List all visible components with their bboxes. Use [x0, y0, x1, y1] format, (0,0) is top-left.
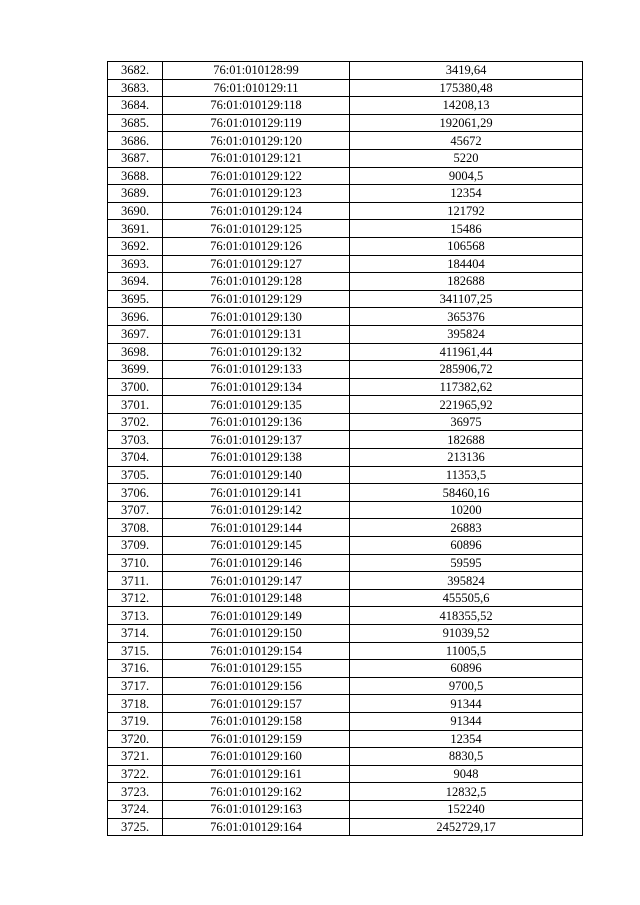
cadastral-number-cell: 76:01:010129:129: [163, 290, 350, 308]
cadastral-number-cell: 76:01:010129:132: [163, 343, 350, 361]
row-number-cell: 3722.: [108, 765, 163, 783]
value-cell: 91344: [350, 695, 583, 713]
table-row: [108, 396, 583, 414]
row-number-cell: 3711.: [108, 572, 163, 590]
value-cell: 26883: [350, 519, 583, 537]
value-cell: 2452729,17: [350, 818, 583, 836]
table-row: [108, 466, 583, 484]
value-cell: 121792: [350, 202, 583, 220]
table-body: [108, 62, 583, 836]
cadastral-number-cell: 76:01:010129:148: [163, 589, 350, 607]
table-row: [108, 325, 583, 343]
row-number-cell: 3709.: [108, 537, 163, 555]
table-row: [108, 730, 583, 748]
cadastral-number-cell: 76:01:010129:125: [163, 220, 350, 238]
row-number-cell: 3687.: [108, 149, 163, 167]
table-row: [108, 449, 583, 467]
value-cell: 9048: [350, 765, 583, 783]
value-cell: 184404: [350, 255, 583, 273]
table-row: [108, 413, 583, 431]
value-cell: 9700,5: [350, 677, 583, 695]
value-cell: 59595: [350, 554, 583, 572]
table-row: [108, 712, 583, 730]
table-row: [108, 748, 583, 766]
cadastral-number-cell: 76:01:010129:118: [163, 97, 350, 115]
value-cell: 91344: [350, 712, 583, 730]
value-cell: 60896: [350, 537, 583, 555]
table-row: [108, 607, 583, 625]
value-cell: 455505,6: [350, 589, 583, 607]
cadastral-number-cell: 76:01:010129:120: [163, 132, 350, 150]
value-cell: 11005,5: [350, 642, 583, 660]
table-row: [108, 677, 583, 695]
row-number-cell: 3698.: [108, 343, 163, 361]
row-number-cell: 3702.: [108, 413, 163, 431]
value-cell: 395824: [350, 325, 583, 343]
value-cell: 341107,25: [350, 290, 583, 308]
cadastral-number-cell: 76:01:010129:133: [163, 361, 350, 379]
table-row: [108, 431, 583, 449]
value-cell: 11353,5: [350, 466, 583, 484]
value-cell: 12832,5: [350, 783, 583, 801]
cadastral-number-cell: 76:01:010129:140: [163, 466, 350, 484]
value-cell: 12354: [350, 185, 583, 203]
cadastral-number-cell: 76:01:010129:135: [163, 396, 350, 414]
table-row: [108, 97, 583, 115]
row-number-cell: 3700.: [108, 378, 163, 396]
table-row: [108, 572, 583, 590]
cadastral-number-cell: 76:01:010129:121: [163, 149, 350, 167]
row-number-cell: 3723.: [108, 783, 163, 801]
cadastral-number-cell: 76:01:010129:150: [163, 625, 350, 643]
row-number-cell: 3683.: [108, 79, 163, 97]
table-row: [108, 818, 583, 836]
value-cell: 10200: [350, 501, 583, 519]
row-number-cell: 3691.: [108, 220, 163, 238]
table-row: [108, 484, 583, 502]
table-row: [108, 695, 583, 713]
cadastral-number-cell: 76:01:010129:154: [163, 642, 350, 660]
cadastral-number-cell: 76:01:010129:123: [163, 185, 350, 203]
row-number-cell: 3682.: [108, 62, 163, 80]
cadastral-number-cell: 76:01:010129:127: [163, 255, 350, 273]
value-cell: 117382,62: [350, 378, 583, 396]
table-row: [108, 537, 583, 555]
value-cell: 91039,52: [350, 625, 583, 643]
cadastral-number-cell: 76:01:010129:130: [163, 308, 350, 326]
table-row: [108, 361, 583, 379]
cadastral-number-cell: 76:01:010129:119: [163, 114, 350, 132]
value-cell: 395824: [350, 572, 583, 590]
table-row: [108, 290, 583, 308]
table-row: [108, 167, 583, 185]
row-number-cell: 3705.: [108, 466, 163, 484]
table-row: [108, 273, 583, 291]
value-cell: 8830,5: [350, 748, 583, 766]
cadastral-number-cell: 76:01:010129:157: [163, 695, 350, 713]
value-cell: 418355,52: [350, 607, 583, 625]
row-number-cell: 3707.: [108, 501, 163, 519]
cadastral-number-cell: 76:01:010129:149: [163, 607, 350, 625]
value-cell: 60896: [350, 660, 583, 678]
data-table: [107, 61, 583, 836]
value-cell: 58460,16: [350, 484, 583, 502]
value-cell: 221965,92: [350, 396, 583, 414]
row-number-cell: 3725.: [108, 818, 163, 836]
cadastral-number-cell: 76:01:010129:142: [163, 501, 350, 519]
value-cell: 9004,5: [350, 167, 583, 185]
value-cell: 5220: [350, 149, 583, 167]
cadastral-number-cell: 76:01:010129:158: [163, 712, 350, 730]
row-number-cell: 3694.: [108, 273, 163, 291]
table-row: [108, 765, 583, 783]
table-row: [108, 501, 583, 519]
row-number-cell: 3688.: [108, 167, 163, 185]
cadastral-number-cell: 76:01:010129:11: [163, 79, 350, 97]
cadastral-number-cell: 76:01:010129:159: [163, 730, 350, 748]
row-number-cell: 3690.: [108, 202, 163, 220]
cadastral-number-cell: 76:01:010129:160: [163, 748, 350, 766]
row-number-cell: 3710.: [108, 554, 163, 572]
row-number-cell: 3695.: [108, 290, 163, 308]
cadastral-number-cell: 76:01:010129:147: [163, 572, 350, 590]
table-row: [108, 589, 583, 607]
row-number-cell: 3708.: [108, 519, 163, 537]
table-row: [108, 79, 583, 97]
table-row: [108, 255, 583, 273]
cadastral-number-cell: 76:01:010128:99: [163, 62, 350, 80]
value-cell: 365376: [350, 308, 583, 326]
cadastral-number-cell: 76:01:010129:161: [163, 765, 350, 783]
cadastral-number-cell: 76:01:010129:141: [163, 484, 350, 502]
value-cell: 12354: [350, 730, 583, 748]
table-row: [108, 114, 583, 132]
value-cell: 45672: [350, 132, 583, 150]
row-number-cell: 3716.: [108, 660, 163, 678]
value-cell: 175380,48: [350, 79, 583, 97]
cadastral-number-cell: 76:01:010129:156: [163, 677, 350, 695]
table-row: [108, 220, 583, 238]
cadastral-number-cell: 76:01:010129:122: [163, 167, 350, 185]
table-row: [108, 554, 583, 572]
value-cell: 15486: [350, 220, 583, 238]
table-row: [108, 237, 583, 255]
table-row: [108, 642, 583, 660]
value-cell: 285906,72: [350, 361, 583, 379]
row-number-cell: 3692.: [108, 237, 163, 255]
row-number-cell: 3715.: [108, 642, 163, 660]
row-number-cell: 3714.: [108, 625, 163, 643]
row-number-cell: 3719.: [108, 712, 163, 730]
cadastral-number-cell: 76:01:010129:134: [163, 378, 350, 396]
cadastral-number-cell: 76:01:010129:128: [163, 273, 350, 291]
cadastral-number-cell: 76:01:010129:163: [163, 800, 350, 818]
table-row: [108, 378, 583, 396]
row-number-cell: 3720.: [108, 730, 163, 748]
cadastral-number-cell: 76:01:010129:162: [163, 783, 350, 801]
value-cell: 152240: [350, 800, 583, 818]
cadastral-number-cell: 76:01:010129:164: [163, 818, 350, 836]
row-number-cell: 3699.: [108, 361, 163, 379]
cadastral-number-cell: 76:01:010129:155: [163, 660, 350, 678]
row-number-cell: 3724.: [108, 800, 163, 818]
cadastral-number-cell: 76:01:010129:126: [163, 237, 350, 255]
cadastral-number-cell: 76:01:010129:136: [163, 413, 350, 431]
cadastral-number-cell: 76:01:010129:138: [163, 449, 350, 467]
cadastral-number-cell: 76:01:010129:131: [163, 325, 350, 343]
value-cell: 106568: [350, 237, 583, 255]
value-cell: 192061,29: [350, 114, 583, 132]
row-number-cell: 3721.: [108, 748, 163, 766]
value-cell: 14208,13: [350, 97, 583, 115]
table-row: [108, 519, 583, 537]
cadastral-number-cell: 76:01:010129:146: [163, 554, 350, 572]
table-row: [108, 783, 583, 801]
table-row: [108, 308, 583, 326]
table-row: [108, 343, 583, 361]
table-row: [108, 185, 583, 203]
row-number-cell: 3684.: [108, 97, 163, 115]
row-number-cell: 3718.: [108, 695, 163, 713]
row-number-cell: 3696.: [108, 308, 163, 326]
row-number-cell: 3693.: [108, 255, 163, 273]
table-row: [108, 800, 583, 818]
row-number-cell: 3686.: [108, 132, 163, 150]
row-number-cell: 3689.: [108, 185, 163, 203]
table-row: [108, 149, 583, 167]
table-row: [108, 202, 583, 220]
value-cell: 36975: [350, 413, 583, 431]
table-row: [108, 132, 583, 150]
table-row: [108, 625, 583, 643]
row-number-cell: 3703.: [108, 431, 163, 449]
row-number-cell: 3701.: [108, 396, 163, 414]
value-cell: 411961,44: [350, 343, 583, 361]
cadastral-number-cell: 76:01:010129:137: [163, 431, 350, 449]
row-number-cell: 3685.: [108, 114, 163, 132]
cadastral-number-cell: 76:01:010129:124: [163, 202, 350, 220]
cadastral-number-cell: 76:01:010129:144: [163, 519, 350, 537]
row-number-cell: 3704.: [108, 449, 163, 467]
value-cell: 182688: [350, 431, 583, 449]
table-row: [108, 62, 583, 80]
table-row: [108, 660, 583, 678]
value-cell: 182688: [350, 273, 583, 291]
row-number-cell: 3717.: [108, 677, 163, 695]
row-number-cell: 3706.: [108, 484, 163, 502]
cadastral-number-cell: 76:01:010129:145: [163, 537, 350, 555]
row-number-cell: 3712.: [108, 589, 163, 607]
value-cell: 213136: [350, 449, 583, 467]
value-cell: 3419,64: [350, 62, 583, 80]
row-number-cell: 3697.: [108, 325, 163, 343]
row-number-cell: 3713.: [108, 607, 163, 625]
